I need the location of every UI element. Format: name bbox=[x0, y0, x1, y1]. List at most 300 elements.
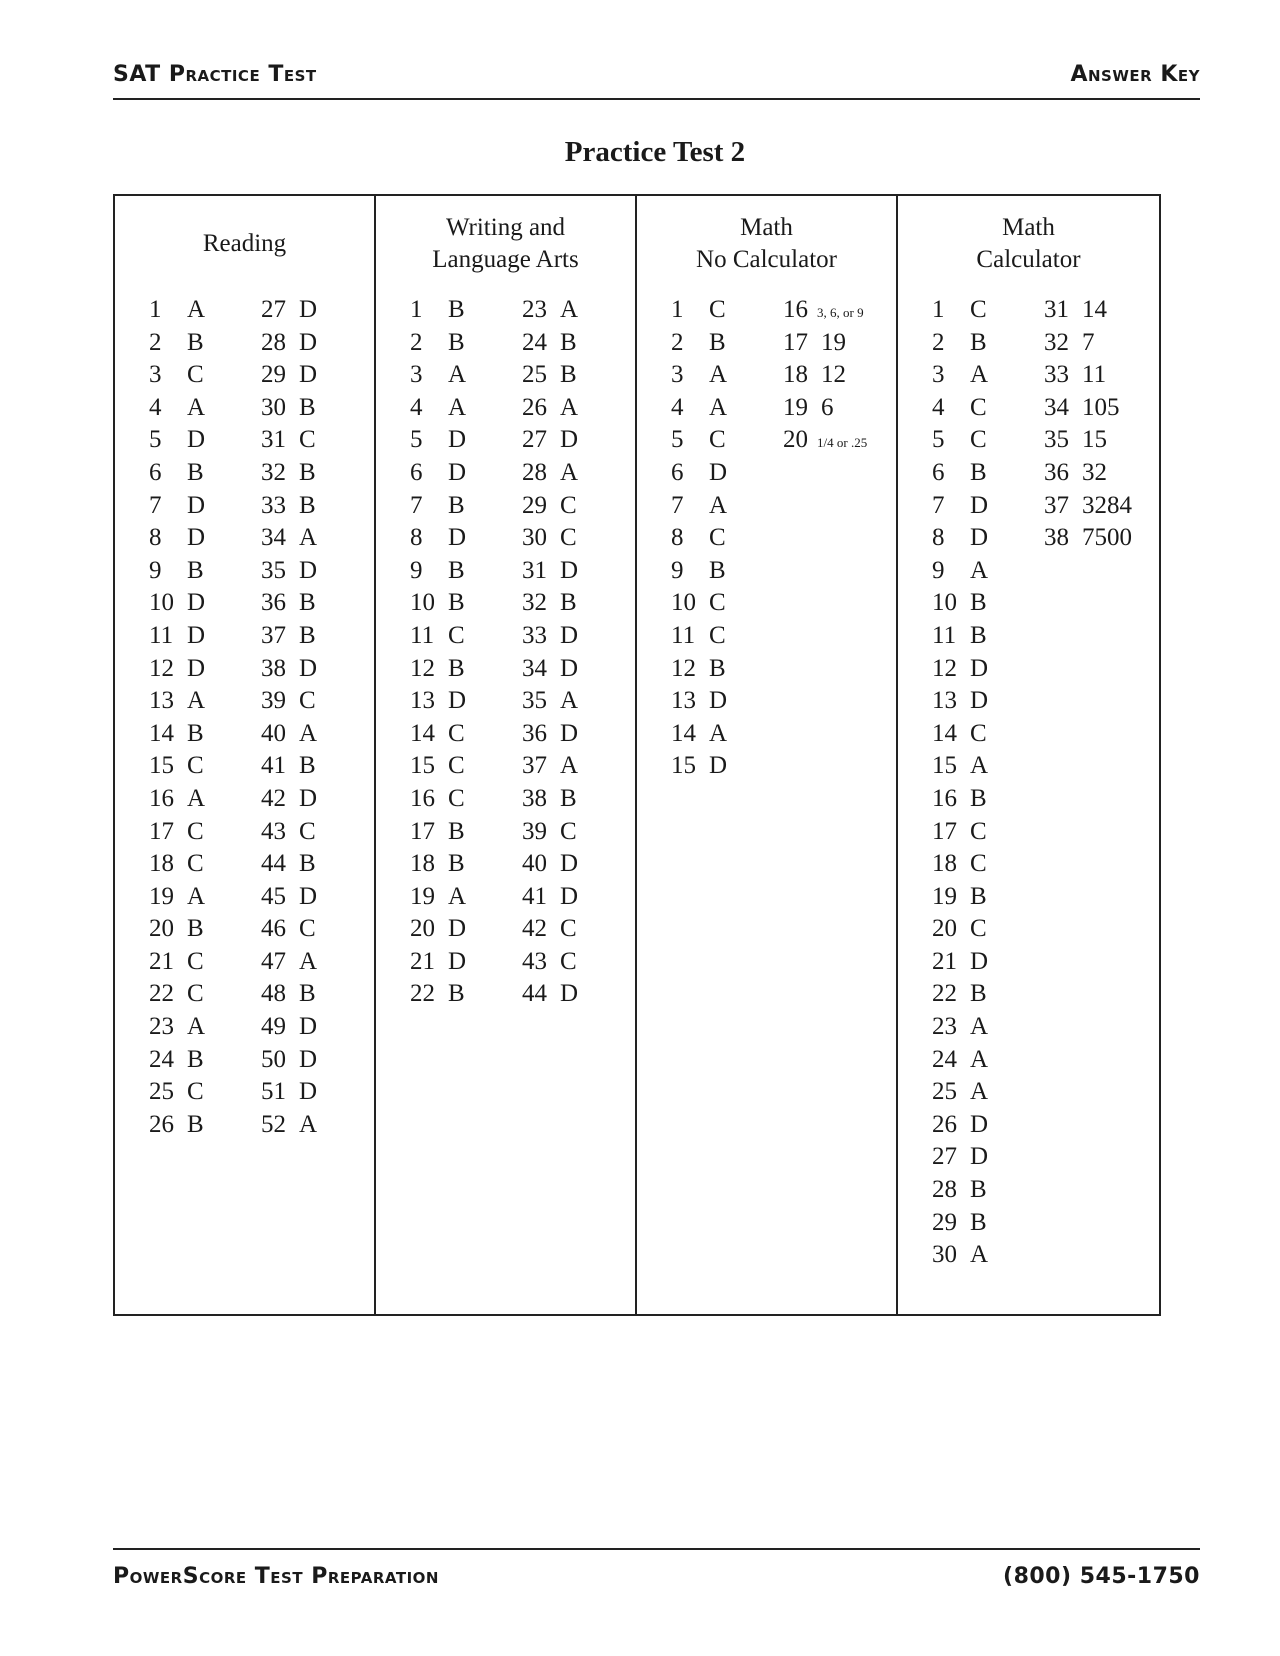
answer-value: C bbox=[448, 719, 465, 747]
answer-row bbox=[783, 294, 883, 327]
answer-row bbox=[1044, 522, 1144, 555]
question-number: 27 bbox=[522, 426, 547, 454]
question-number: 14 bbox=[149, 719, 174, 747]
answer-row bbox=[261, 392, 361, 425]
answer-value: A bbox=[970, 1045, 989, 1073]
question-number: 9 bbox=[671, 556, 684, 584]
answer-row bbox=[932, 1109, 1032, 1142]
answer-value: A bbox=[560, 752, 579, 780]
question-number: 14 bbox=[410, 719, 435, 747]
question-number: 12 bbox=[149, 654, 174, 682]
answer-value: B bbox=[448, 589, 465, 617]
answer-row bbox=[671, 457, 771, 490]
answer-row bbox=[522, 913, 622, 946]
answer-value: C bbox=[970, 850, 987, 878]
answer-row bbox=[410, 685, 510, 718]
answer-row bbox=[149, 1109, 249, 1142]
answer-row bbox=[932, 424, 1032, 457]
question-number: 42 bbox=[261, 784, 286, 812]
answer-row bbox=[261, 490, 361, 523]
answer-row bbox=[410, 978, 510, 1011]
question-number: 20 bbox=[410, 915, 435, 943]
answer-row bbox=[261, 848, 361, 881]
question-number: 10 bbox=[149, 589, 174, 617]
answer-value: D bbox=[448, 687, 467, 715]
answer-value: C bbox=[187, 361, 204, 389]
answer-value: A bbox=[709, 719, 728, 747]
answer-row bbox=[261, 457, 361, 490]
answer-value: B bbox=[970, 589, 987, 617]
answer-value: B bbox=[187, 915, 204, 943]
answer-row bbox=[671, 294, 771, 327]
question-number: 11 bbox=[671, 621, 696, 649]
answer-value: A bbox=[709, 361, 728, 389]
answer-row bbox=[522, 392, 622, 425]
answer-value: B bbox=[970, 328, 987, 356]
answer-row bbox=[932, 1174, 1032, 1207]
answer-row bbox=[149, 1076, 249, 1109]
answer-value: A bbox=[560, 393, 579, 421]
answer-column bbox=[932, 294, 1032, 1272]
answer-row bbox=[410, 359, 510, 392]
answer-value: D bbox=[299, 882, 318, 910]
answer-value: D bbox=[299, 784, 318, 812]
question-number: 18 bbox=[410, 850, 435, 878]
question-number: 35 bbox=[522, 687, 547, 715]
answer-row bbox=[932, 816, 1032, 849]
question-number: 48 bbox=[261, 980, 286, 1008]
question-number: 30 bbox=[932, 1241, 957, 1269]
answer-row bbox=[671, 685, 771, 718]
question-number: 14 bbox=[932, 719, 957, 747]
question-number: 6 bbox=[671, 458, 684, 486]
question-number: 6 bbox=[410, 458, 423, 486]
answer-value: B bbox=[560, 328, 577, 356]
answer-value: B bbox=[187, 719, 204, 747]
answer-row bbox=[522, 653, 622, 686]
question-number: 21 bbox=[410, 947, 435, 975]
answer-value: D bbox=[560, 980, 579, 1008]
question-number: 23 bbox=[522, 296, 547, 323]
answer-row bbox=[671, 359, 771, 392]
answer-value: B bbox=[299, 589, 316, 617]
section-reading bbox=[115, 196, 376, 1314]
answer-value: A bbox=[187, 882, 206, 910]
answer-row bbox=[410, 294, 510, 327]
answer-value: B bbox=[970, 784, 987, 812]
answer-value: 15 bbox=[1082, 426, 1107, 454]
answer-value: B bbox=[448, 556, 465, 584]
answer-row bbox=[783, 392, 883, 425]
answer-value: A bbox=[187, 1013, 206, 1041]
answer-row bbox=[932, 881, 1032, 914]
question-number: 27 bbox=[932, 1143, 957, 1171]
answer-row bbox=[149, 816, 249, 849]
answer-value: D bbox=[299, 654, 318, 682]
page-footer bbox=[113, 1548, 1200, 1594]
question-number: 28 bbox=[261, 328, 286, 356]
question-number: 16 bbox=[410, 784, 435, 812]
answer-row bbox=[522, 816, 622, 849]
question-number: 26 bbox=[522, 393, 547, 421]
answer-value: A bbox=[560, 687, 579, 715]
answer-value: A bbox=[448, 882, 467, 910]
answer-row bbox=[410, 490, 510, 523]
answer-value: B bbox=[970, 980, 987, 1008]
answer-value: D bbox=[560, 426, 579, 454]
question-number: 8 bbox=[671, 524, 684, 552]
question-number: 52 bbox=[261, 1110, 286, 1138]
question-number: 10 bbox=[932, 589, 957, 617]
question-number: 17 bbox=[783, 328, 808, 356]
question-number: 15 bbox=[149, 752, 174, 780]
answer-row bbox=[671, 392, 771, 425]
answer-row bbox=[149, 783, 249, 816]
answer-value: D bbox=[187, 426, 206, 454]
answer-row bbox=[522, 522, 622, 555]
answer-value: B bbox=[187, 1045, 204, 1073]
question-number: 8 bbox=[410, 524, 423, 552]
answer-row bbox=[1044, 424, 1144, 457]
answer-row bbox=[932, 522, 1032, 555]
question-number: 38 bbox=[261, 654, 286, 682]
answer-value: A bbox=[187, 687, 206, 715]
answer-value: 7500 bbox=[1082, 524, 1132, 552]
question-number: 38 bbox=[1044, 524, 1069, 552]
answer-value: B bbox=[187, 1110, 204, 1138]
answer-row bbox=[261, 294, 361, 327]
answer-row bbox=[522, 750, 622, 783]
answer-value: A bbox=[560, 458, 579, 486]
answer-value: D bbox=[560, 556, 579, 584]
question-number: 29 bbox=[261, 361, 286, 389]
answer-value: B bbox=[709, 328, 726, 356]
answer-row bbox=[149, 522, 249, 555]
answer-column bbox=[1044, 294, 1144, 555]
answer-value: C bbox=[970, 817, 987, 845]
answer-row bbox=[149, 653, 249, 686]
answer-value: C bbox=[299, 817, 316, 845]
answer-value: C bbox=[709, 524, 726, 552]
section-writing-language bbox=[376, 196, 637, 1314]
answer-row bbox=[261, 1076, 361, 1109]
answer-value: 1/4 or .25 bbox=[817, 435, 868, 451]
section-heading-line: No Calculator bbox=[696, 246, 837, 273]
answer-row bbox=[932, 913, 1032, 946]
question-number: 18 bbox=[149, 850, 174, 878]
answer-value: C bbox=[970, 296, 987, 323]
question-number: 2 bbox=[149, 328, 162, 356]
question-number: 50 bbox=[261, 1045, 286, 1073]
answer-value: B bbox=[299, 850, 316, 878]
answer-value: C bbox=[299, 426, 316, 454]
answer-row bbox=[932, 620, 1032, 653]
question-number: 13 bbox=[671, 687, 696, 715]
answer-row bbox=[1044, 392, 1144, 425]
answer-row bbox=[671, 555, 771, 588]
answer-row bbox=[522, 978, 622, 1011]
answer-value: 12 bbox=[821, 361, 846, 389]
answer-value: C bbox=[560, 947, 577, 975]
question-number: 44 bbox=[522, 980, 547, 1008]
answer-row bbox=[932, 685, 1032, 718]
question-number: 28 bbox=[522, 458, 547, 486]
answer-value: C bbox=[187, 752, 204, 780]
answer-value: C bbox=[709, 426, 726, 454]
question-number: 26 bbox=[932, 1110, 957, 1138]
answer-value: D bbox=[970, 491, 989, 519]
question-number: 16 bbox=[149, 784, 174, 812]
answer-value: D bbox=[970, 654, 989, 682]
answer-value: D bbox=[448, 524, 467, 552]
question-number: 2 bbox=[410, 328, 423, 356]
answer-row bbox=[261, 685, 361, 718]
answer-value: A bbox=[299, 719, 318, 747]
answer-value: 3, 6, or 9 bbox=[817, 305, 864, 320]
answer-row bbox=[149, 685, 249, 718]
answer-value: D bbox=[299, 361, 318, 389]
question-number: 20 bbox=[932, 915, 957, 943]
question-number: 41 bbox=[261, 752, 286, 780]
answer-value: B bbox=[970, 882, 987, 910]
answer-value: A bbox=[970, 1013, 989, 1041]
question-number: 32 bbox=[1044, 328, 1069, 356]
question-number: 24 bbox=[522, 328, 547, 356]
question-number: 5 bbox=[932, 426, 945, 454]
answer-row bbox=[671, 620, 771, 653]
question-number: 1 bbox=[932, 296, 945, 323]
answer-row bbox=[932, 978, 1032, 1011]
question-number: 51 bbox=[261, 1078, 286, 1106]
answer-row bbox=[522, 718, 622, 751]
section-heading-line: Writing and bbox=[445, 214, 566, 241]
question-number: 25 bbox=[149, 1078, 174, 1106]
question-number: 31 bbox=[1044, 296, 1069, 323]
section-heading-line: Reading bbox=[202, 230, 287, 257]
question-number: 2 bbox=[932, 328, 945, 356]
question-number: 37 bbox=[261, 621, 286, 649]
answer-row bbox=[932, 392, 1032, 425]
answer-value: D bbox=[299, 328, 318, 356]
answer-row bbox=[410, 327, 510, 360]
answer-row bbox=[671, 718, 771, 751]
answer-value: D bbox=[560, 654, 579, 682]
answer-value: D bbox=[560, 621, 579, 649]
question-number: 4 bbox=[149, 393, 162, 421]
answer-value: 14 bbox=[1082, 296, 1107, 323]
question-number: 43 bbox=[522, 947, 547, 975]
answer-row bbox=[410, 718, 510, 751]
answer-row bbox=[410, 555, 510, 588]
question-number: 42 bbox=[522, 915, 547, 943]
answer-row bbox=[1044, 294, 1144, 327]
answer-row bbox=[261, 881, 361, 914]
answer-row bbox=[522, 783, 622, 816]
question-number: 23 bbox=[149, 1013, 174, 1041]
question-number: 44 bbox=[261, 850, 286, 878]
question-number: 49 bbox=[261, 1013, 286, 1041]
question-number: 19 bbox=[783, 393, 808, 421]
question-number: 3 bbox=[149, 361, 162, 389]
answer-value: B bbox=[970, 621, 987, 649]
question-number: 31 bbox=[261, 426, 286, 454]
answer-row bbox=[1044, 490, 1144, 523]
answer-row bbox=[410, 653, 510, 686]
answer-row bbox=[522, 424, 622, 457]
answer-value: B bbox=[448, 491, 465, 519]
question-number: 34 bbox=[1044, 393, 1069, 421]
question-number: 21 bbox=[149, 947, 174, 975]
answer-value: B bbox=[299, 980, 316, 1008]
question-number: 32 bbox=[522, 589, 547, 617]
answer-row bbox=[932, 1207, 1032, 1240]
answer-column bbox=[783, 294, 883, 457]
answer-row bbox=[932, 1011, 1032, 1044]
answer-value: B bbox=[299, 491, 316, 519]
answer-row bbox=[261, 587, 361, 620]
answer-row bbox=[522, 620, 622, 653]
answer-row bbox=[410, 848, 510, 881]
answer-value: D bbox=[560, 850, 579, 878]
question-number: 12 bbox=[932, 654, 957, 682]
question-number: 1 bbox=[410, 296, 423, 323]
section-math-no-calculator bbox=[637, 196, 898, 1314]
question-number: 8 bbox=[932, 524, 945, 552]
answer-row bbox=[261, 1109, 361, 1142]
question-number: 7 bbox=[149, 491, 162, 519]
answer-value: D bbox=[560, 719, 579, 747]
answer-value: C bbox=[187, 980, 204, 1008]
answer-row bbox=[149, 1044, 249, 1077]
answer-row bbox=[932, 359, 1032, 392]
question-number: 33 bbox=[1044, 361, 1069, 389]
answer-row bbox=[522, 881, 622, 914]
answer-value: A bbox=[970, 1241, 989, 1269]
answer-value: C bbox=[187, 817, 204, 845]
answer-value: B bbox=[560, 589, 577, 617]
page-title: Practice Test 2 bbox=[564, 136, 746, 168]
answer-row bbox=[261, 359, 361, 392]
answer-value: A bbox=[970, 752, 989, 780]
answer-value: D bbox=[299, 296, 318, 323]
question-number: 20 bbox=[149, 915, 174, 943]
question-number: 46 bbox=[261, 915, 286, 943]
question-number: 11 bbox=[932, 621, 957, 649]
question-number: 34 bbox=[522, 654, 547, 682]
answer-row bbox=[410, 457, 510, 490]
answer-value: 32 bbox=[1082, 458, 1107, 486]
question-number: 24 bbox=[932, 1045, 957, 1073]
answer-value: C bbox=[448, 621, 465, 649]
answer-row bbox=[671, 327, 771, 360]
answer-row bbox=[932, 848, 1032, 881]
answer-value: B bbox=[299, 621, 316, 649]
answer-row bbox=[671, 424, 771, 457]
question-number: 5 bbox=[410, 426, 423, 454]
question-number: 32 bbox=[261, 458, 286, 486]
answer-value: A bbox=[970, 1078, 989, 1106]
answer-row bbox=[932, 783, 1032, 816]
answer-value: B bbox=[970, 458, 987, 486]
question-number: 21 bbox=[932, 947, 957, 975]
question-number: 15 bbox=[932, 752, 957, 780]
footer-phone: (800) 545-1750 bbox=[1003, 1564, 1200, 1589]
answer-value: D bbox=[448, 426, 467, 454]
answer-row bbox=[149, 424, 249, 457]
question-number: 29 bbox=[932, 1208, 957, 1236]
answer-row bbox=[149, 457, 249, 490]
answer-row bbox=[932, 587, 1032, 620]
answer-value: D bbox=[299, 1013, 318, 1041]
answer-value: D bbox=[187, 524, 206, 552]
answer-row bbox=[671, 522, 771, 555]
answer-value: 19 bbox=[821, 328, 846, 356]
question-number: 22 bbox=[932, 980, 957, 1008]
answer-row bbox=[149, 848, 249, 881]
question-number: 17 bbox=[932, 817, 957, 845]
question-number: 13 bbox=[410, 687, 435, 715]
question-number: 22 bbox=[149, 980, 174, 1008]
answer-row bbox=[932, 294, 1032, 327]
answer-value: C bbox=[709, 589, 726, 617]
answer-row bbox=[149, 913, 249, 946]
answer-value: D bbox=[970, 524, 989, 552]
answer-row bbox=[149, 555, 249, 588]
answer-row bbox=[783, 359, 883, 392]
answer-value: B bbox=[187, 328, 204, 356]
answer-row bbox=[932, 327, 1032, 360]
answer-row bbox=[149, 359, 249, 392]
answer-row bbox=[261, 620, 361, 653]
question-number: 5 bbox=[149, 426, 162, 454]
question-number: 30 bbox=[261, 393, 286, 421]
answer-row bbox=[522, 327, 622, 360]
question-number: 37 bbox=[522, 752, 547, 780]
section-heading-line: Calculator bbox=[976, 246, 1081, 273]
answer-column bbox=[410, 294, 510, 1011]
answer-row bbox=[149, 392, 249, 425]
question-number: 4 bbox=[410, 393, 423, 421]
answer-row bbox=[261, 1011, 361, 1044]
answer-value: D bbox=[970, 1110, 989, 1138]
answer-value: D bbox=[299, 1045, 318, 1073]
question-number: 16 bbox=[783, 296, 808, 323]
answer-value: C bbox=[299, 915, 316, 943]
answer-value: C bbox=[970, 426, 987, 454]
answer-value: B bbox=[448, 654, 465, 682]
answer-row bbox=[261, 913, 361, 946]
answer-value: B bbox=[299, 458, 316, 486]
answer-value: A bbox=[709, 393, 728, 421]
question-number: 7 bbox=[932, 491, 945, 519]
answer-value: B bbox=[448, 328, 465, 356]
question-number: 36 bbox=[261, 589, 286, 617]
page-header bbox=[113, 58, 1200, 100]
answer-row bbox=[149, 946, 249, 979]
question-number: 13 bbox=[149, 687, 174, 715]
answer-row bbox=[261, 424, 361, 457]
question-number: 3 bbox=[671, 361, 684, 389]
answer-value: C bbox=[970, 719, 987, 747]
header-section: Answer Key bbox=[1070, 62, 1200, 87]
question-number: 31 bbox=[522, 556, 547, 584]
answer-value: B bbox=[970, 1176, 987, 1204]
answer-row bbox=[410, 946, 510, 979]
answer-value: B bbox=[709, 654, 726, 682]
answer-value: D bbox=[970, 687, 989, 715]
answer-value: C bbox=[448, 784, 465, 812]
answer-row bbox=[522, 848, 622, 881]
